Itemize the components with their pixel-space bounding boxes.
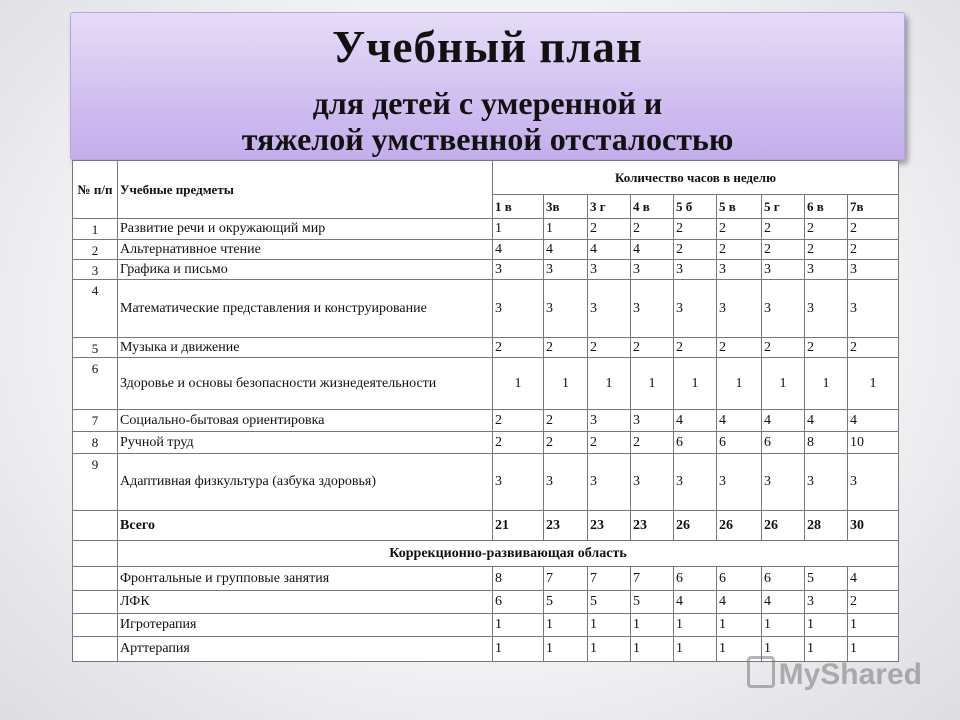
hours-cell: 2 bbox=[762, 219, 805, 240]
hours-cell: 2 bbox=[805, 338, 848, 358]
hours-cell: 2 bbox=[848, 219, 899, 240]
hours-cell: 3 bbox=[544, 454, 588, 511]
total-label: Всего bbox=[118, 511, 493, 541]
grade-header: 5 г bbox=[762, 195, 805, 219]
table-row bbox=[73, 410, 899, 432]
hours-cell: 3 bbox=[674, 260, 717, 280]
hours-cell: 3 bbox=[848, 454, 899, 511]
total-cell: 23 bbox=[544, 511, 588, 541]
hours-cell: 2 bbox=[848, 240, 899, 260]
hours-cell: 2 bbox=[717, 240, 762, 260]
hours-cell: 1 bbox=[544, 358, 588, 410]
hours-cell: 3 bbox=[631, 280, 674, 338]
hours-cell: 3 bbox=[805, 591, 848, 614]
correction-subject: Фронтальные и групповые занятия bbox=[118, 567, 493, 591]
hours-cell: 5 bbox=[631, 591, 674, 614]
hours-cell: 4 bbox=[631, 240, 674, 260]
correction-row bbox=[73, 614, 899, 637]
hours-cell: 2 bbox=[588, 432, 631, 454]
hours-cell: 1 bbox=[805, 637, 848, 662]
hours-cell: 8 bbox=[805, 432, 848, 454]
row-number: 5 bbox=[73, 338, 118, 358]
grade-header: 4 в bbox=[631, 195, 674, 219]
empty-num-cell bbox=[73, 614, 118, 637]
hours-cell: 1 bbox=[717, 614, 762, 637]
hours-cell: 3 bbox=[493, 280, 544, 338]
hours-cell: 3 bbox=[805, 280, 848, 338]
table-row bbox=[73, 260, 899, 280]
hours-cell: 1 bbox=[493, 219, 544, 240]
hours-cell: 1 bbox=[588, 358, 631, 410]
hours-cell: 3 bbox=[762, 280, 805, 338]
hours-cell: 1 bbox=[762, 637, 805, 662]
subtitle-line-1: для детей с умеренной и bbox=[312, 85, 663, 121]
watermark bbox=[747, 656, 922, 692]
header-subjects: Учебные предметы bbox=[118, 161, 493, 219]
table-row bbox=[73, 280, 899, 338]
total-cell: 26 bbox=[674, 511, 717, 541]
total-cell: 23 bbox=[631, 511, 674, 541]
hours-cell: 3 bbox=[544, 280, 588, 338]
correction-subject: ЛФК bbox=[118, 591, 493, 614]
subtitle-line-2: тяжелой умственной отсталостью bbox=[241, 121, 734, 157]
total-row bbox=[73, 511, 899, 541]
hours-cell: 1 bbox=[674, 637, 717, 662]
total-cell: 30 bbox=[848, 511, 899, 541]
table-row bbox=[73, 338, 899, 358]
hours-cell: 4 bbox=[717, 591, 762, 614]
subject-name: Развитие речи и окружающий мир bbox=[118, 219, 493, 240]
hours-cell: 4 bbox=[493, 240, 544, 260]
row-number: 4 bbox=[73, 280, 118, 338]
hours-cell: 3 bbox=[848, 260, 899, 280]
hours-cell: 3 bbox=[674, 454, 717, 511]
hours-cell: 6 bbox=[717, 567, 762, 591]
hours-cell: 2 bbox=[674, 219, 717, 240]
table-row bbox=[73, 454, 899, 511]
hours-cell: 2 bbox=[805, 219, 848, 240]
hours-cell: 3 bbox=[588, 410, 631, 432]
hours-cell: 3 bbox=[848, 280, 899, 338]
hours-cell: 2 bbox=[588, 219, 631, 240]
hours-cell: 3 bbox=[717, 260, 762, 280]
hours-cell: 2 bbox=[848, 591, 899, 614]
empty-num-cell bbox=[73, 637, 118, 662]
grade-header: 1 в bbox=[493, 195, 544, 219]
page-subtitle bbox=[71, 85, 904, 157]
hours-cell: 3 bbox=[588, 260, 631, 280]
hours-cell: 6 bbox=[762, 432, 805, 454]
hours-cell: 4 bbox=[848, 410, 899, 432]
hours-cell: 1 bbox=[674, 614, 717, 637]
hours-cell: 10 bbox=[848, 432, 899, 454]
table-row bbox=[73, 358, 899, 410]
hours-cell: 3 bbox=[544, 260, 588, 280]
subject-name: Графика и письмо bbox=[118, 260, 493, 280]
hours-cell: 7 bbox=[631, 567, 674, 591]
hours-cell: 2 bbox=[493, 338, 544, 358]
hours-cell: 5 bbox=[588, 591, 631, 614]
hours-cell: 3 bbox=[588, 280, 631, 338]
hours-cell: 3 bbox=[674, 280, 717, 338]
hours-cell: 2 bbox=[631, 432, 674, 454]
hours-cell: 1 bbox=[588, 614, 631, 637]
hours-cell: 1 bbox=[805, 358, 848, 410]
hours-cell: 3 bbox=[805, 260, 848, 280]
hours-cell: 2 bbox=[544, 338, 588, 358]
subject-name: Социально-бытовая ориентировка bbox=[118, 410, 493, 432]
hours-cell: 1 bbox=[493, 614, 544, 637]
row-number: 2 bbox=[73, 240, 118, 260]
hours-cell: 7 bbox=[544, 567, 588, 591]
subject-name: Математические представления и конструирование bbox=[118, 280, 493, 338]
hours-cell: 3 bbox=[631, 260, 674, 280]
hours-cell: 6 bbox=[493, 591, 544, 614]
subject-name: Ручной труд bbox=[118, 432, 493, 454]
hours-cell: 3 bbox=[805, 454, 848, 511]
table-row bbox=[73, 219, 899, 240]
hours-cell: 6 bbox=[674, 567, 717, 591]
hours-cell: 8 bbox=[493, 567, 544, 591]
empty-num-cell bbox=[73, 591, 118, 614]
hours-cell: 5 bbox=[805, 567, 848, 591]
total-cell: 23 bbox=[588, 511, 631, 541]
hours-cell: 2 bbox=[848, 338, 899, 358]
hours-cell: 1 bbox=[631, 614, 674, 637]
subject-name: Адаптивная физкультура (азбука здоровья) bbox=[118, 454, 493, 511]
row-number: 8 bbox=[73, 432, 118, 454]
hours-cell: 1 bbox=[493, 637, 544, 662]
hours-cell: 6 bbox=[674, 432, 717, 454]
hours-cell: 2 bbox=[493, 432, 544, 454]
correction-header: Коррекционно-развивающая область bbox=[118, 541, 899, 567]
hours-cell: 1 bbox=[544, 219, 588, 240]
hours-cell: 1 bbox=[805, 614, 848, 637]
hours-cell: 4 bbox=[674, 410, 717, 432]
hours-cell: 7 bbox=[588, 567, 631, 591]
subject-name: Здоровье и основы безопасности жизнедеятельности bbox=[118, 358, 493, 410]
empty-num-cell bbox=[73, 511, 118, 541]
correction-row bbox=[73, 567, 899, 591]
empty-num-cell bbox=[73, 567, 118, 591]
grade-header: 7в bbox=[848, 195, 899, 219]
watermark-icon bbox=[747, 656, 775, 688]
hours-cell: 1 bbox=[717, 637, 762, 662]
hours-cell: 4 bbox=[805, 410, 848, 432]
correction-subject: Арттерапия bbox=[118, 637, 493, 662]
curriculum-table bbox=[72, 160, 899, 662]
row-number: 9 bbox=[73, 454, 118, 511]
hours-cell: 2 bbox=[717, 338, 762, 358]
hours-cell: 1 bbox=[848, 358, 899, 410]
hours-cell: 4 bbox=[762, 591, 805, 614]
hours-cell: 1 bbox=[674, 358, 717, 410]
hours-cell: 3 bbox=[493, 260, 544, 280]
hours-cell: 1 bbox=[717, 358, 762, 410]
hours-cell: 2 bbox=[805, 240, 848, 260]
hours-cell: 3 bbox=[631, 454, 674, 511]
grade-header: 5 б bbox=[674, 195, 717, 219]
correction-subject: Игротерапия bbox=[118, 614, 493, 637]
hours-cell: 3 bbox=[762, 260, 805, 280]
hours-cell: 2 bbox=[631, 338, 674, 358]
correction-row bbox=[73, 591, 899, 614]
hours-cell: 1 bbox=[631, 358, 674, 410]
hours-cell: 5 bbox=[544, 591, 588, 614]
total-cell: 21 bbox=[493, 511, 544, 541]
hours-cell: 2 bbox=[674, 338, 717, 358]
subject-name: Альтернативное чтение bbox=[118, 240, 493, 260]
hours-cell: 1 bbox=[762, 614, 805, 637]
hours-cell: 1 bbox=[588, 637, 631, 662]
hours-cell: 3 bbox=[493, 454, 544, 511]
hours-cell: 4 bbox=[848, 567, 899, 591]
total-cell: 26 bbox=[762, 511, 805, 541]
hours-cell: 1 bbox=[848, 637, 899, 662]
hours-cell: 4 bbox=[717, 410, 762, 432]
hours-cell: 2 bbox=[493, 410, 544, 432]
hours-cell: 1 bbox=[544, 637, 588, 662]
hours-cell: 2 bbox=[674, 240, 717, 260]
total-cell: 26 bbox=[717, 511, 762, 541]
hours-cell: 6 bbox=[717, 432, 762, 454]
hours-cell: 2 bbox=[544, 410, 588, 432]
hours-cell: 2 bbox=[544, 432, 588, 454]
hours-cell: 3 bbox=[762, 454, 805, 511]
hours-cell: 1 bbox=[493, 358, 544, 410]
hours-cell: 2 bbox=[762, 338, 805, 358]
grade-header: 3 г bbox=[588, 195, 631, 219]
grade-header: 6 в bbox=[805, 195, 848, 219]
hours-cell: 3 bbox=[717, 280, 762, 338]
row-number: 7 bbox=[73, 410, 118, 432]
hours-cell: 4 bbox=[674, 591, 717, 614]
page-title: Учебный план bbox=[332, 22, 643, 72]
hours-cell: 4 bbox=[544, 240, 588, 260]
hours-cell: 2 bbox=[588, 338, 631, 358]
hours-cell: 1 bbox=[631, 637, 674, 662]
hours-cell: 1 bbox=[762, 358, 805, 410]
empty-num-cell bbox=[73, 541, 118, 567]
watermark-text: MyShared bbox=[778, 658, 922, 691]
row-number: 1 bbox=[73, 219, 118, 240]
hours-cell: 1 bbox=[848, 614, 899, 637]
grade-header: 3в bbox=[544, 195, 588, 219]
header-hours: Количество часов в неделю bbox=[493, 161, 899, 195]
title-banner bbox=[70, 12, 905, 160]
hours-cell: 1 bbox=[544, 614, 588, 637]
correction-header-row bbox=[73, 541, 899, 567]
row-number: 6 bbox=[73, 358, 118, 410]
hours-cell: 2 bbox=[631, 219, 674, 240]
hours-cell: 4 bbox=[762, 410, 805, 432]
hours-cell: 4 bbox=[588, 240, 631, 260]
hours-cell: 3 bbox=[588, 454, 631, 511]
subject-name: Музыка и движение bbox=[118, 338, 493, 358]
hours-cell: 6 bbox=[762, 567, 805, 591]
row-number: 3 bbox=[73, 260, 118, 280]
grade-header: 5 в bbox=[717, 195, 762, 219]
table-row bbox=[73, 432, 899, 454]
header-num: № п/п bbox=[73, 161, 118, 219]
hours-cell: 2 bbox=[717, 219, 762, 240]
hours-cell: 2 bbox=[762, 240, 805, 260]
hours-cell: 3 bbox=[717, 454, 762, 511]
total-cell: 28 bbox=[805, 511, 848, 541]
hours-cell: 3 bbox=[631, 410, 674, 432]
table-row bbox=[73, 240, 899, 260]
